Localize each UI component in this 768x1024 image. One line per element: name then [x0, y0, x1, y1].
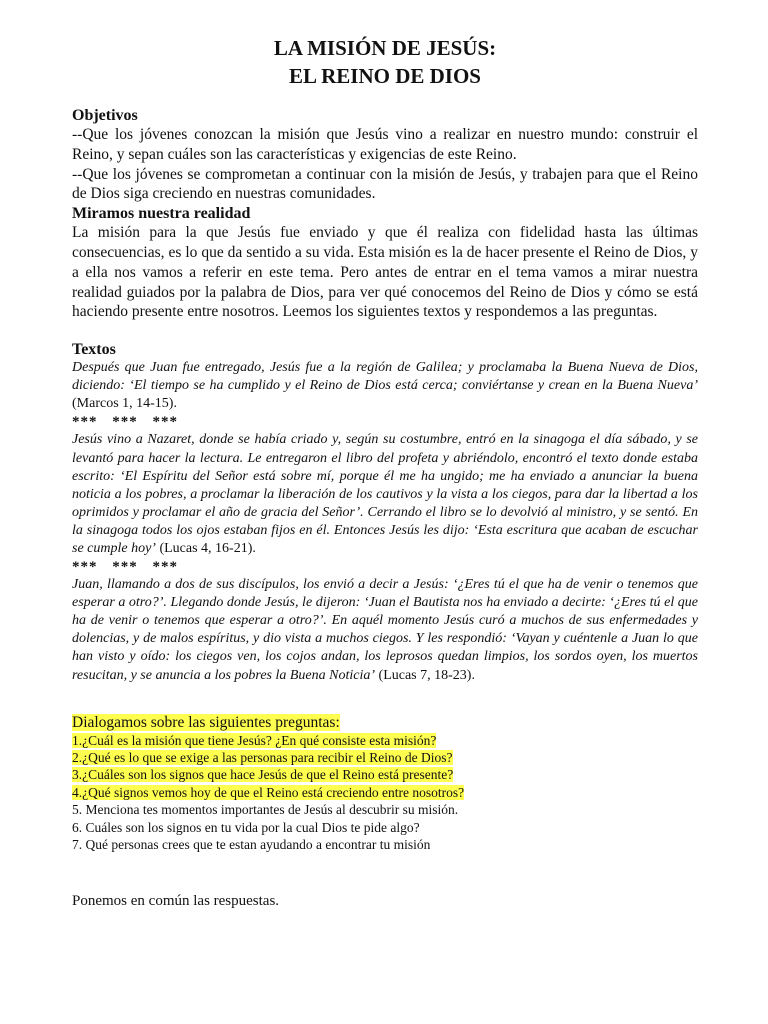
highlighted-text: 4.¿Qué signos vemos hoy de que el Reino está creciendo entre nosotros? [72, 784, 465, 800]
title-line-1: LA MISIÓN DE JESÚS: [273, 36, 497, 60]
pregunta-1 [72, 732, 698, 749]
passage-lucas-4 [72, 431, 698, 558]
pregunta-2 [72, 749, 698, 766]
separator-stars: *** *** *** [72, 559, 178, 576]
passage-text: Juan, llamando a dos de sus discípulos, los envió a decir a Jesús: ‘¿Eres tú el que ha de venir o tenemos que esperar a otro?’. Llegando donde Jesús, le dijeron: ‘Juan el Bautista nos ha enviado a decirte: ‘¿Eres tú el que ha de venir o tenemos que esperar a otro?’. En aquél momento Jesús curó a muchos de sus enfermedades y dolencias, y de malos espíritus, y dio vista a muchos ciegos. Y les respondió: ‘Vayan y cuéntenle a Juan lo que han visto y oído: los ciegos ven, los cojos andan, los leprosos quedan limpios, los sordos oyen, los muertos resucitan, y se anuncia a los pobres la Buena Noticia’ [72, 577, 698, 683]
realidad-heading: Miramos nuestra realidad [72, 205, 251, 223]
objetivos-heading: Objetivos [72, 107, 138, 124]
document-page [72, 34, 698, 911]
preguntas-intro [72, 713, 698, 732]
objetivo-item: --Que los jóvenes conozcan la misión que Jesús vino a realizar en nuestro mundo: construir el Reino, y sepan cuáles son las características y exigencias de este Reino. [72, 126, 698, 163]
pregunta-5: 5. Menciona tes momentos importantes de Jesús al descubrir su misión. [72, 802, 459, 818]
pregunta-4 [72, 784, 698, 801]
realidad-paragraph: La misión para la que Jesús fue enviado y que él realiza con fidelidad hasta las últimas consecuencias, es lo que da sentido a su vida. Esta misión es la de hacer presente el Reino de Dios, y a ella nos vamos a referir en este tema. Pero antes de entrar en el tema vamos a mirar nuestra realidad guiados por la palabra de Dios, para ver qué conocemos del Reino de Dios y cómo se está haciendo presente entre nosotros. Leemos los siguientes textos y respondemos a las preguntas. [72, 224, 698, 321]
highlighted-text: 1.¿Cuál es la misión que tiene Jesús? ¿En qué consiste esta misión? [72, 732, 437, 748]
passage-reference: (Lucas 4, 16-21). [155, 541, 256, 557]
textos-heading: Textos [72, 341, 116, 359]
title-line-2: EL REINO DE DIOS [289, 64, 481, 88]
highlighted-text: 2.¿Qué es lo que se exige a las personas para recibir el Reino de Dios? [72, 750, 453, 766]
passage-text: Después que Juan fue entregado, Jesús fue a la región de Galilea; y proclamaba la Buena Nueva de Dios, diciendo: ‘El tiempo se ha cumplido y el Reino de Dios está cerca; conviértanse y crean en la Buena Nueva’ [72, 360, 698, 394]
document-title [72, 34, 698, 90]
passage-lucas-7 [72, 576, 698, 685]
separator-stars: *** *** *** [72, 414, 178, 431]
pregunta-7: 7. Qué personas crees que te estan ayudando a encontrar tu misión [72, 837, 431, 853]
highlighted-text: Dialogamos sobre las siguientes preguntas: [72, 713, 340, 731]
passage-reference: (Lucas 7, 18-23). [375, 667, 475, 683]
highlighted-text: 3.¿Cuáles son los signos que hace Jesús de que el Reino está presente? [72, 767, 454, 783]
passage-reference: (Marcos 1, 14-15). [72, 396, 177, 412]
pregunta-3 [72, 766, 698, 783]
objetivo-item: --Que los jóvenes se comprometan a continuar con la misión de Jesús, y trabajen para que el Reino de Dios siga creciendo en nuestras comunidades. [72, 165, 698, 203]
closing-line: Ponemos en común las respuestas. [72, 892, 280, 909]
passage-text: Jesús vino a Nazaret, donde se había criado y, según su costumbre, entró en la sinagoga el día sábado, y se levantó para hacer la lectura. Le entregaron el libro del profeta y abriéndolo, encontró el texto donde estaba escrito: ‘El Espíritu del Señor está sobre mí, porque él me ha ungido; me ha enviado a anunciar la buena noticia a los pobres, a proclamar la liberación de los cautivos y la vista a los ciegos, para dar la libertad a los oprimidos y proclamar el año de gracia del Señor’. Cerrando el libro se lo devolvió al ministro, y se sentó. En la sinagoga todos los ojos estaban fijos en él. Entonces Jesús les dijo: ‘Esta escritura que acaban de escuchar se cumple hoy’ [72, 432, 698, 557]
pregunta-6: 6. Cuáles son los signos en tu vida por la cual Dios te pide algo? [72, 819, 420, 835]
passage-marcos [72, 359, 698, 413]
